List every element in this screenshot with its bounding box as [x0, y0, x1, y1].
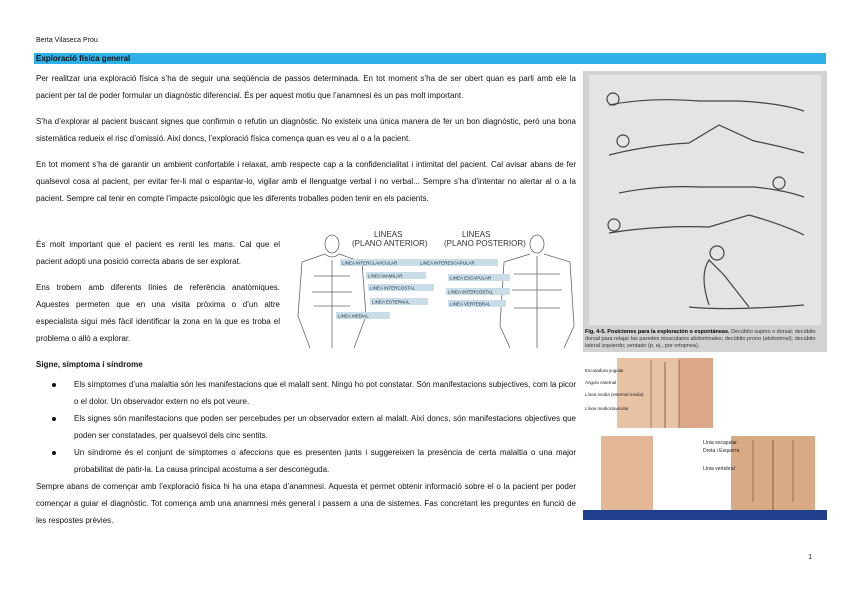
label-dreta-esquerra: Dreta i Esquerra — [703, 448, 740, 454]
paragraph-intro: Per realitzar una exploració física s’ha de seguir una seqüència de passos determinada. En tot moment s’ha de ser obert quan es parli amb ele la pacient per tal de poder formular un diagnòstic diferencial. És per aquest motiu que l’anamnesi és un pas molt important. — [36, 74, 576, 100]
positions-illustration — [589, 75, 821, 325]
label-intercostal-post: LINEA INTERCOSTAL — [448, 289, 494, 295]
list-item: Un síndrome és el conjunt de símptomes o afeccions que es presenten junts i suggereixen la presència de certa malaltia o una major probabilitat de patir-la. La causa principal acostuma a ser desconeguda. — [52, 444, 576, 478]
bullet-icon — [52, 383, 56, 387]
anterior-torso-illustration — [298, 235, 366, 348]
positions-figure — [583, 71, 827, 356]
label-angulo: Ángulo esternal — [585, 380, 617, 385]
list-item: Els signes són manifestacions que poden ser percebudes per un observador extern al malalt. Així doncs, són manifestacions objectives que poden ser constatades, per qualsevol dels cinc sentits. — [52, 410, 576, 444]
anterior-labels — [336, 259, 434, 319]
list-item: Els símptomes d’una malaltia són les manifestacions que el malalt sent. Ningú ho pot constatar. Són manifestacions subjectives, com la picor o el dolor. Un observador extern no els pot veure. — [52, 376, 576, 410]
label-medial: LINEA MEDIAL — [338, 313, 369, 319]
page-number: 1 — [808, 554, 812, 561]
posterior-title-1: LINEAS — [462, 230, 491, 239]
label-intercostal-ant: LINEA INTERCOSTAL — [370, 285, 416, 291]
label-linea-medioclavicular: Línea medioclavicular — [585, 406, 629, 411]
bullet-list — [52, 376, 576, 478]
posterior-torso-illustration — [500, 235, 574, 348]
posterior-labels — [418, 259, 510, 307]
posterior-title-2: (PLANO POSTERIOR) — [444, 239, 526, 248]
positions-caption-text: Decúbito supino o dorsal; decúbito dorsal para relajar las paredes musculares abdominales; decúbito prono (abdominal); decúbito lateral izquierdo; sentado (p. ej., por ortopnea). — [585, 329, 816, 349]
paragraph-anamnesis: Sempre abans de començar amb l’exploració física hi ha una etapa d’anamnesi. Aquesta et permet obtenir informació sobre el o la pacient per poder començar a guiar el diagnòstic. Tot comença amb una anamnesi més general i passem a una de sistemes. Fas concretant les preguntes en funció de les respostes prèvies. — [36, 482, 576, 525]
anterior-title-1: LINEAS — [374, 230, 403, 239]
label-vertebral: LINEA VERTEBRAL — [450, 301, 491, 307]
paragraph-diagnosis: S’ha d’explorar al pacient buscant signes que confirmin o refutin un diagnòstic. No existeix una única manera de fer un bon diagnòstic, però una bona sistemàtica redueix el risc d’omissió. Així doncs, l’exploració física comença quan es veu al o a la pacient. — [36, 117, 576, 143]
bullet-icon — [52, 451, 56, 455]
label-interclavicular: LINEA INTERCLAVICULAR — [342, 260, 398, 266]
paragraph-reference-lines: Ens trobem amb diferents línies de referència anatòmiques. Aquestes permeten que en una visita pròxima o d’un altre especialista sigui més fàcil identificar la zona en la que es troba el problema o allò a explorar. — [36, 283, 280, 343]
label-mamilar: LINEA MAMILAR — [368, 273, 403, 279]
section-title: Exploració física general — [34, 53, 826, 64]
label-escapular: LINEA ESCAPULAR — [450, 275, 492, 281]
subheading-signs: Signe, símptoma i síndrome — [36, 360, 143, 369]
positions-caption-label: Fig. 4-5. Posiciones para la exploración o espontáneas. — [585, 329, 730, 335]
label-esternal: LINEA ESTERNAL — [372, 299, 410, 305]
author-name: Berta Vilaseca Prou — [36, 37, 98, 44]
bullet-icon — [52, 417, 56, 421]
paragraph-environment: En tot moment s’ha de garantir un ambient confortable i relaxat, amb respecte cap a la confidencialitat i intimitat del pacient. Cal avisar abans de fer qualsevol cosa al pacient, per evitar fer-li mal o espantar-lo, vigilar amb el llenguatge verbal i no verbal... Sempre s’ha d’intentar no alertar al o a la pacient. Sempre cal tenir en compte l’impacte psicològic que les diferents troballes poden tenir en els pacients. — [36, 160, 576, 203]
label-escotadura: Escotadura yugular — [585, 368, 624, 373]
anterior-title-2: (PLANO ANTERIOR) — [352, 239, 428, 248]
paragraph-hands: És molt important que el pacient es renti les mans. Cal que el pacient adopti una posició correcta abans de ser explorat. — [36, 240, 280, 266]
label-linia-escapular: Línia escapular — [703, 440, 737, 446]
reference-lines-figure — [292, 226, 582, 348]
body-landmarks-figure — [583, 352, 827, 520]
label-linea-media: Línea media (esternal media) — [585, 392, 644, 397]
label-linia-vertebral: Línia vertebral — [703, 466, 735, 472]
label-interescapular: LINEA INTERESCAPULAR — [420, 260, 475, 266]
